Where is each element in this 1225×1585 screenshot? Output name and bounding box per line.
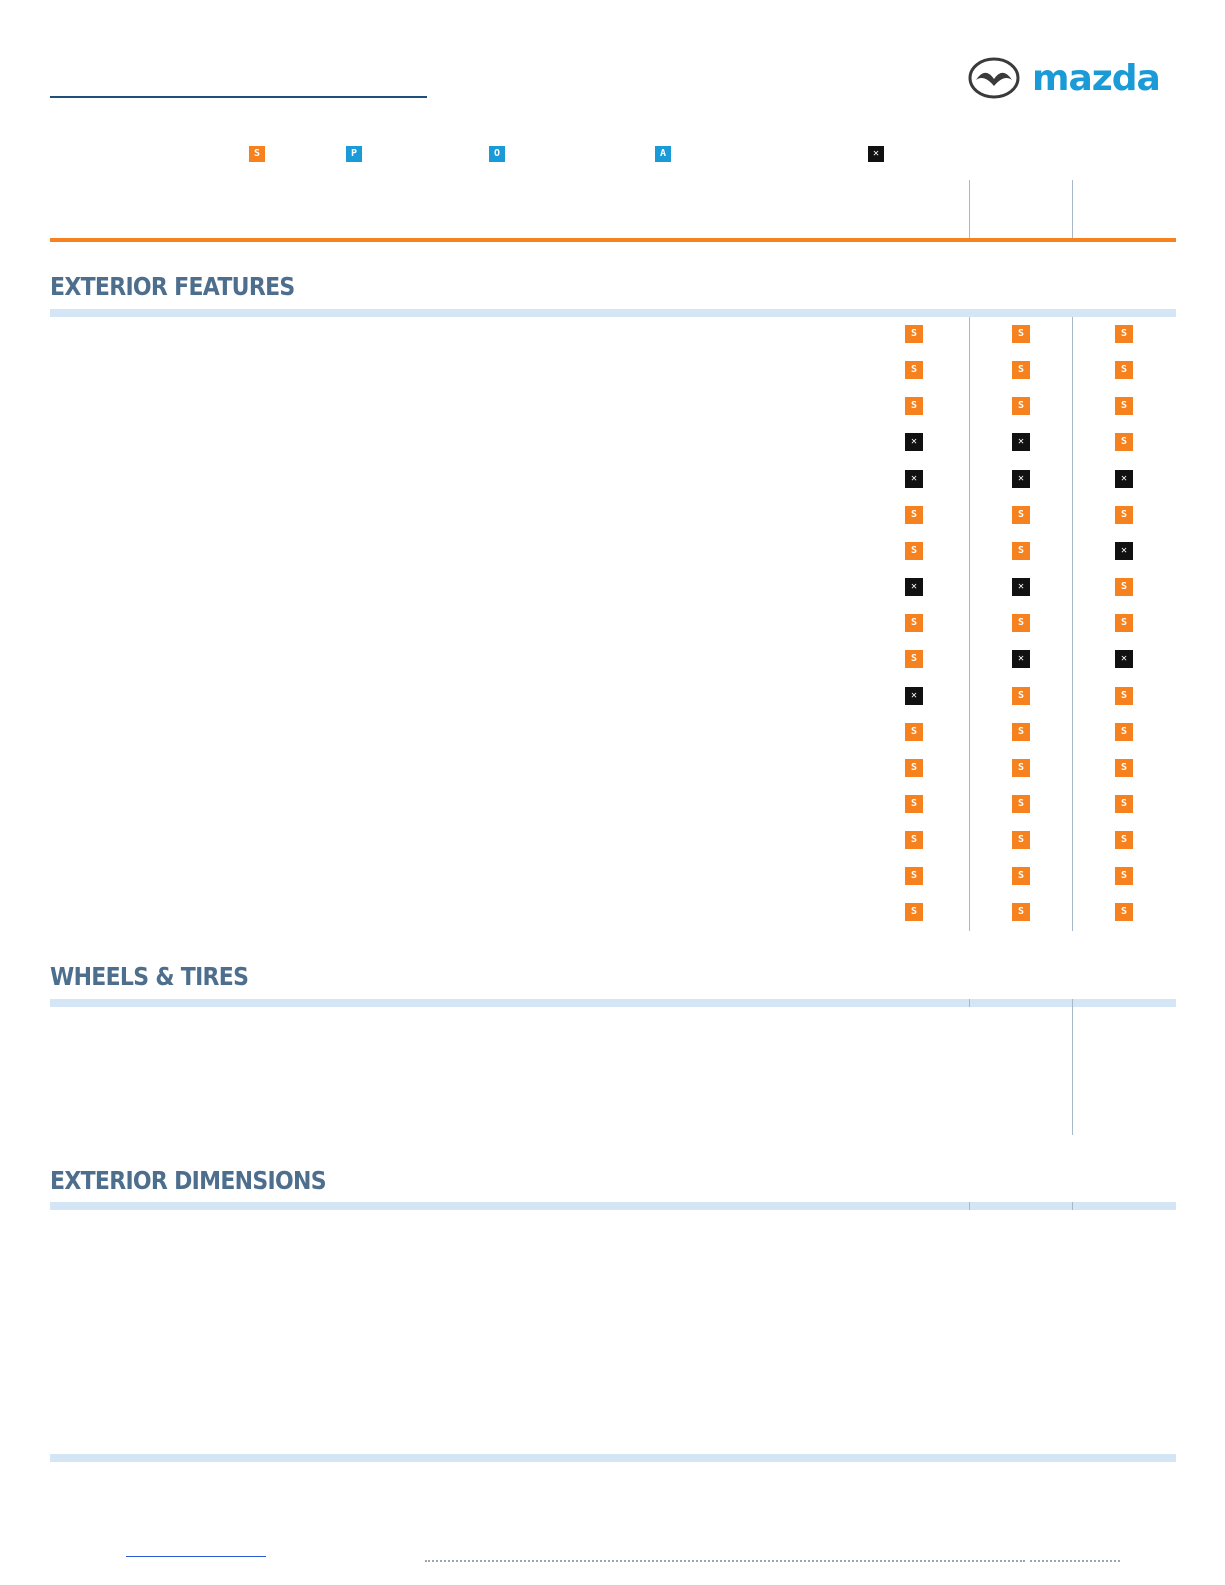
column-divider [969, 1202, 970, 1210]
column-divider [969, 999, 970, 1007]
title-underline [50, 96, 427, 98]
standard-badge: S [1115, 433, 1133, 451]
section-bar-exterior-dimensions [50, 1202, 1176, 1210]
standard-badge: S [1115, 687, 1133, 705]
footer-link[interactable] [126, 1556, 266, 1557]
standard-badge: S [905, 542, 923, 560]
mazda-wing-emblem-icon [970, 59, 1018, 97]
standard-badge: S [1012, 723, 1030, 741]
not-available-badge: ✕ [1012, 470, 1030, 488]
standard-badge: S [1115, 578, 1133, 596]
mazda-logo [968, 56, 1178, 100]
logo-text: mazda [1032, 58, 1160, 99]
standard-badge: S [1115, 903, 1133, 921]
standard-badge: S [1012, 614, 1030, 632]
standard-badge: S [1115, 723, 1133, 741]
header-column-divider [969, 180, 970, 238]
not-available-badge: ✕ [905, 578, 923, 596]
section-bar-exterior-features [50, 309, 1176, 317]
standard-badge: S [1012, 903, 1030, 921]
standard-badge: S [905, 614, 923, 632]
standard-badge: S [905, 759, 923, 777]
standard-badge: S [1115, 397, 1133, 415]
standard-badge: S [1115, 325, 1133, 343]
section-bar-wheels-tires [50, 999, 1176, 1007]
standard-badge: S [1115, 759, 1133, 777]
standard-badge: S [1012, 397, 1030, 415]
legend-not-available-badge: ✕ [868, 146, 884, 162]
footer-divider [1030, 1560, 1120, 1564]
table-bottom-bar [50, 1454, 1176, 1462]
section-title-exterior-features: EXTERIOR FEATURES [50, 272, 295, 301]
not-available-badge: ✕ [1115, 650, 1133, 668]
standard-badge: S [905, 831, 923, 849]
standard-badge: S [1012, 361, 1030, 379]
not-available-badge: ✕ [1115, 542, 1133, 560]
standard-badge: S [1012, 542, 1030, 560]
column-divider [969, 317, 970, 931]
standard-badge: S [1115, 361, 1133, 379]
standard-badge: S [905, 795, 923, 813]
standard-badge: S [1012, 325, 1030, 343]
section-title-exterior-dimensions: EXTERIOR DIMENSIONS [50, 1166, 326, 1195]
standard-badge: S [1012, 867, 1030, 885]
not-available-badge: ✕ [905, 470, 923, 488]
not-available-badge: ✕ [1012, 650, 1030, 668]
footer-divider [425, 1560, 1025, 1564]
standard-badge: S [905, 506, 923, 524]
standard-badge: S [1012, 687, 1030, 705]
standard-badge: S [905, 361, 923, 379]
not-available-badge: ✕ [905, 433, 923, 451]
standard-badge: S [1115, 795, 1133, 813]
legend-option-badge: O [489, 146, 505, 162]
not-available-badge: ✕ [1012, 578, 1030, 596]
legend-package-badge: P [346, 146, 362, 162]
not-available-badge: ✕ [905, 687, 923, 705]
standard-badge: S [905, 397, 923, 415]
standard-badge: S [1012, 506, 1030, 524]
not-available-badge: ✕ [1115, 470, 1133, 488]
standard-badge: S [905, 867, 923, 885]
standard-badge: S [905, 325, 923, 343]
header-column-divider [1072, 180, 1073, 238]
not-available-badge: ✕ [1012, 433, 1030, 451]
legend-standard-badge: S [249, 146, 265, 162]
standard-badge: S [905, 903, 923, 921]
standard-badge: S [1012, 795, 1030, 813]
standard-badge: S [905, 650, 923, 668]
section-title-wheels-tires: WHEELS & TIRES [50, 962, 249, 991]
column-divider [1072, 1202, 1073, 1210]
legend-accessory-badge: A [655, 146, 671, 162]
column-divider [1072, 999, 1073, 1135]
standard-badge: S [1115, 867, 1133, 885]
standard-badge: S [1115, 831, 1133, 849]
standard-badge: S [1115, 614, 1133, 632]
standard-badge: S [905, 723, 923, 741]
header-orange-rule [50, 238, 1176, 242]
column-divider [1072, 317, 1073, 931]
standard-badge: S [1115, 506, 1133, 524]
standard-badge: S [1012, 831, 1030, 849]
standard-badge: S [1012, 759, 1030, 777]
